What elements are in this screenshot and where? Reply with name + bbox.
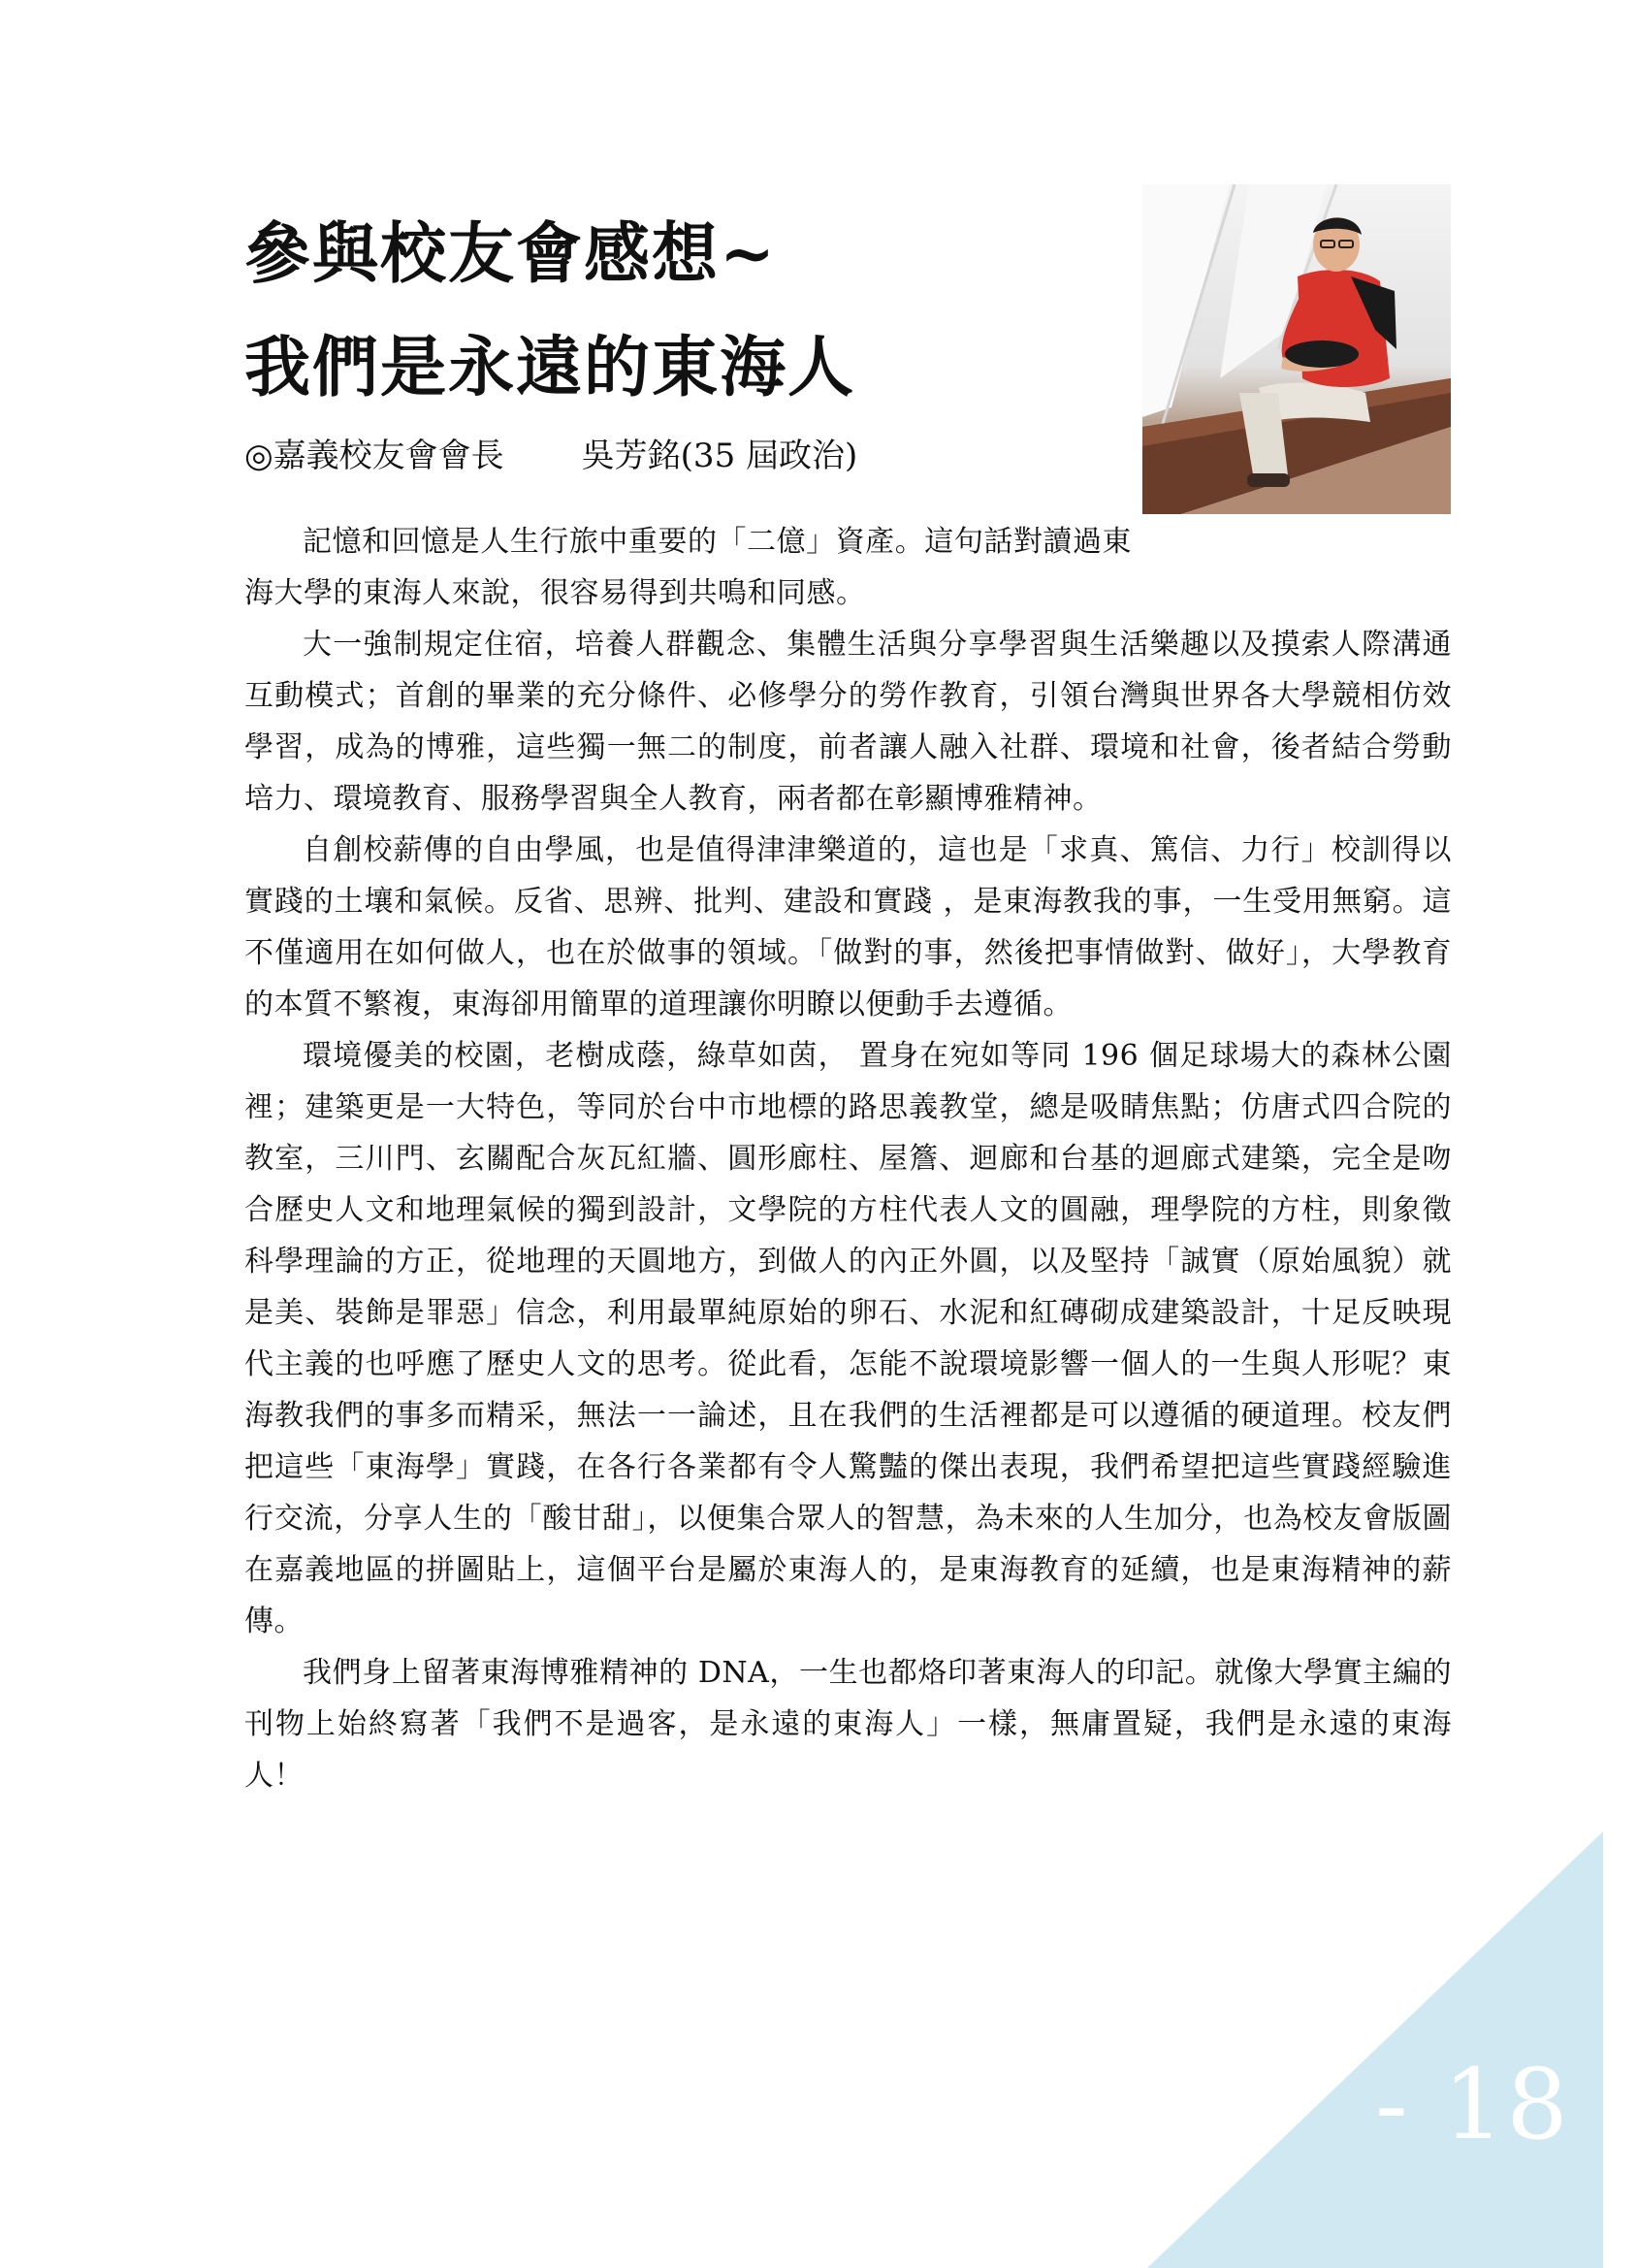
paragraph-3: 自創校薪傳的自由學風，也是值得津津樂道的，這也是「求真、篤信、力行」校訓得以實踐的土壤和氣候。反省、思辨、批判、建設和實踐 ，是東海教我的事，一生受用無窮。這不僅適用在如何做人，也在於做事的領域。「做對的事，然後把事情做對、做好」，大學教育的本質不繁複，東海卻用簡單的道理讓你明瞭以便動手去遵循。 — [244, 833, 1452, 1021]
byline-author: 吳芳銘(35 屆政治) — [581, 437, 858, 475]
article-body — [244, 516, 1452, 1801]
byline — [244, 437, 857, 475]
page-number: - 18 - — [1375, 2048, 1637, 2161]
article-title-line-2: 我們是永遠的東海人 — [244, 329, 856, 406]
paragraph-2: 大一強制規定住宿，培養人群觀念、集體生活與分享學習與生活樂趣以及摸索人際溝通互動模式；首創的畢業的充分條件、必修學分的勞作教育，引領台灣與世界各大學競相仿效學習，成為的博雅，這些獨一無二的制度，前者讓人融入社群、環境和社會，後者結合勞動培力、環境教育、服務學習與全人教育，兩者都在彰顯博雅精神。 — [244, 628, 1452, 816]
byline-role: ◎嘉義校友會會長 — [244, 437, 504, 475]
article-title-line-1: 參與校友會感想~ — [244, 215, 777, 293]
author-photo-illustration — [1142, 184, 1451, 514]
paragraph-1: 記憶和回憶是人生行旅中重要的「二億」資產。這句話對讀過東海大學的東海人來說，很容易得到共鳴和同感。 — [244, 525, 1132, 610]
paragraph-4: 環境優美的校園，老樹成蔭，綠草如茵， 置身在宛如等同 196 個足球場大的森林公園裡；建築更是一大特色，等同於台中市地標的路思義教堂，總是吸睛焦點；仿唐式四合院的教室，三川門、玄關配合灰瓦紅牆、圓形廊柱、屋簷、迴廊和台基的迴廊式建築，完全是吻合歷史人文和地理氣候的獨到設計，文學院的方柱代表人文的圓融，理學院的方柱，則象徵科學理論的方正，從地理的天圓地方，到做人的內正外圓，以及堅持「誠實（原始風貌）就是美、裝飾是罪惡」信念，利用最單純原始的卵石、水泥和紅磚砌成建築設計，十足反映現代主義的也呼應了歷史人文的思考。從此看，怎能不說環境影響一個人的一生與人形呢？東海教我們的事多而精采，無法一一論述，且在我們的生活裡都是可以遵循的硬道理。校友們把這些「東海學」實踐，在各行各業都有令人驚豔的傑出表現，我們希望把這些實踐經驗進行交流，分享人生的「酸甘甜」，以便集合眾人的智慧，為未來的人生加分，也為校友會版圖在嘉義地區的拼圖貼上，這個平台是屬於東海人的，是東海教育的延續，也是東海精神的薪傳。 — [244, 1039, 1452, 1638]
author-photo — [1142, 184, 1451, 514]
paragraph-5: 我們身上留著東海博雅精神的 DNA，一生也都烙印著東海人的印記。就像大學實主編的刊物上始終寫著「我們不是過客，是永遠的東海人」一樣，無庸置疑，我們是永遠的東海人！ — [244, 1656, 1452, 1793]
